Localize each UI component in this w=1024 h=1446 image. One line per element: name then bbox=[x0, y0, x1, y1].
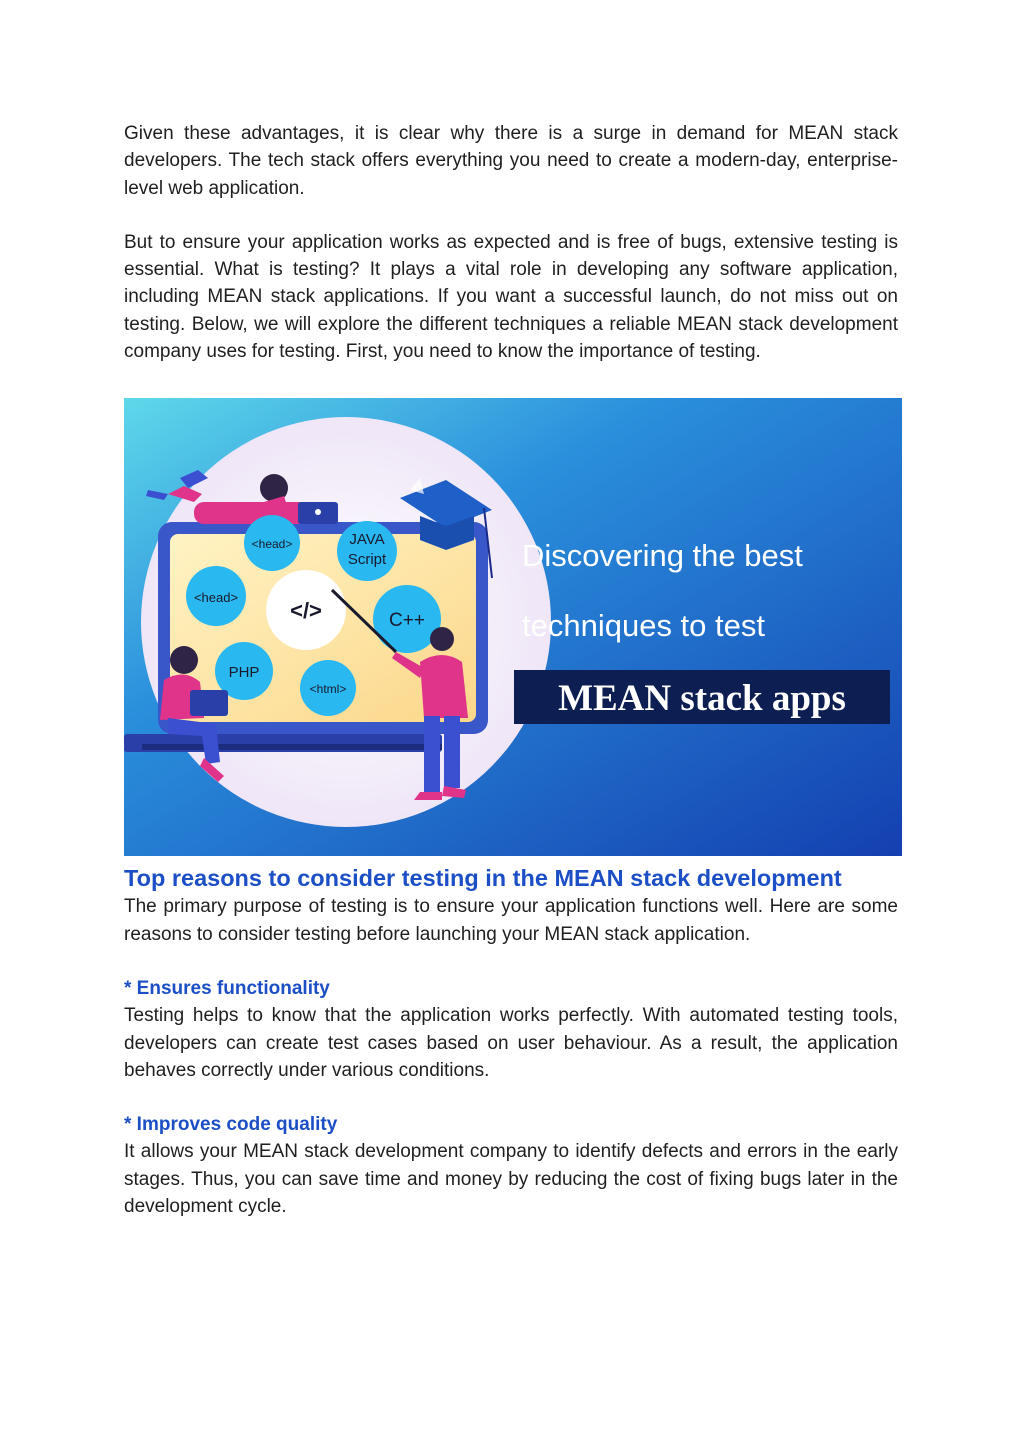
banner-title-line-2: techniques to test bbox=[522, 608, 765, 644]
bubble-head-top bbox=[244, 515, 300, 571]
intro-paragraph-1: Given these advantages, it is clear why there is a surge in demand for MEAN stack developers. The tech stack offers everything you need to create a modern-day, enterprise-level web application. bbox=[124, 123, 898, 199]
bubble-head-left-label: <head> bbox=[193, 590, 239, 606]
bubble-html bbox=[300, 660, 356, 716]
section-heading: Top reasons to consider testing in the MEAN stack development bbox=[124, 865, 842, 892]
banner-title-line-1: Discovering the best bbox=[522, 538, 803, 574]
reason-2-title: * Improves code quality bbox=[124, 1114, 338, 1136]
bubble-java-label-2: Script bbox=[347, 551, 387, 569]
bubble-cpp-label: C++ bbox=[389, 610, 425, 632]
bubble-php-label: PHP bbox=[228, 664, 260, 682]
bubble-java-label-1: JAVA bbox=[349, 531, 385, 549]
intro-paragraph-2: But to ensure your application works as expected and is free of bugs, extensive testing is essential. What is testing? It plays a vital role in developing any software application, including MEAN stack applications. If you want a successful launch, do not miss out on testing. Below, we will explore the different techniques a reliable MEAN stack development company uses for testing. First, you need to know the importance of testing. bbox=[124, 231, 898, 363]
section-intro: The primary purpose of testing is to ensure your application functions well. Here are some reasons to consider testing before launching your MEAN stack application. bbox=[124, 896, 898, 945]
bubble-head-left bbox=[186, 566, 246, 626]
bubble-code-label: </> bbox=[290, 598, 322, 624]
reason-2-text: It allows your MEAN stack development company to identify defects and errors in the early stages. Thus, you can save time and money by reducing the cost of fixing bugs later in the development cycle. bbox=[124, 1141, 898, 1218]
bubble-html-label: <html> bbox=[309, 682, 347, 697]
banner-image bbox=[124, 398, 902, 856]
reason-1-title: * Ensures functionality bbox=[124, 977, 330, 999]
bubble-java bbox=[337, 521, 397, 581]
bubble-code bbox=[266, 570, 346, 650]
banner-title-line-3: MEAN stack apps bbox=[558, 678, 846, 720]
bubble-head-top-label: <head> bbox=[251, 537, 293, 552]
reason-1-text: Testing helps to know that the application works perfectly. With automated testing tools, developers can create test cases based on user behaviour. As a result, the application behaves correctly under various conditions. bbox=[124, 1005, 898, 1081]
document-page bbox=[124, 120, 898, 1220]
